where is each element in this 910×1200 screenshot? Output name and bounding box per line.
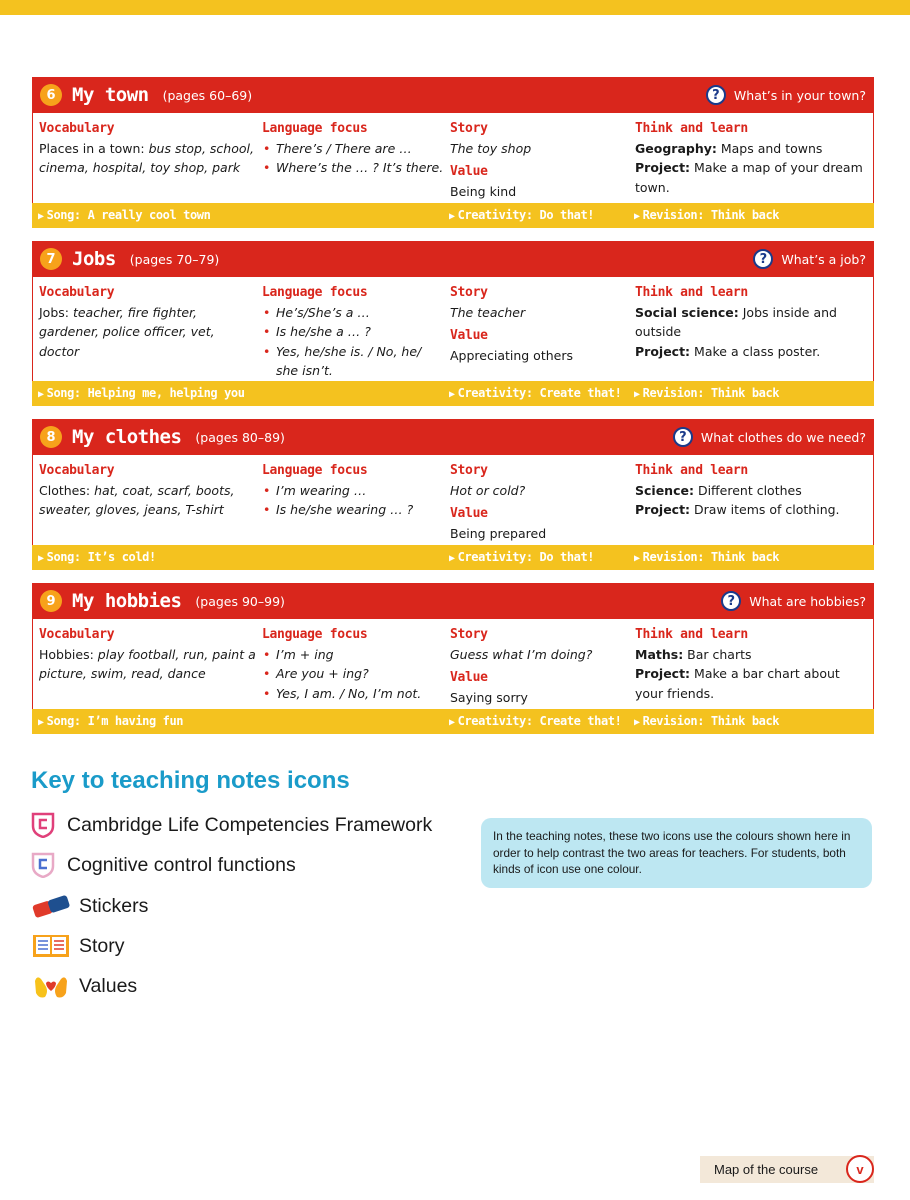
play-arrow-icon: ▶ [634,717,640,728]
story-heading: Story [450,285,488,300]
song-label [38,550,156,564]
project-line [635,342,871,362]
unit-body [32,277,874,381]
play-arrow-icon: ▶ [38,389,44,400]
big-question-text: What are hobbies? [749,593,866,609]
unit-header [32,77,874,113]
key-item-story [31,931,125,961]
language-focus-list [262,303,447,381]
question-icon: ? [753,249,773,269]
value-text: Being kind [450,183,517,199]
language-focus-item: • There’s / There are … [262,139,447,159]
revision-text: Revision: Think back [642,714,780,728]
language-focus-item: • Yes, I am. / No, I’m not. [262,684,447,704]
revision-text: Revision: Think back [642,386,780,400]
revision-text: Revision: Think back [642,208,780,222]
project-line [635,158,871,197]
unit-header [32,419,874,455]
subject-text: Different clothes [693,482,802,498]
vocabulary-items: bus stop, school, cinema, hospital, toy shop, park [39,140,254,175]
unit-number: 8 [40,426,62,448]
song-label [38,386,245,400]
subject-line [635,645,871,665]
big-question [673,427,866,447]
unit-body [32,619,874,709]
story-heading: Story [450,121,488,136]
stickers-icon [31,891,71,921]
vocabulary-heading: Vocabulary [39,627,115,642]
key-item-cognitive [31,852,296,878]
language-focus-item: • Is he/she a … ? [262,322,447,342]
story-title: The teacher [450,304,526,320]
vocabulary-text [39,481,257,520]
creativity-label [449,386,621,400]
think-learn-heading: Think and learn [635,463,748,478]
unit-footer [32,709,874,734]
creativity-text: Creativity: Create that! [457,386,622,400]
unit-pages: (pages 70–79) [129,251,220,267]
vocabulary-heading: Vocabulary [39,121,115,136]
story-column [450,461,630,543]
project-label: Project: [635,160,691,175]
vocabulary-items: play football, run, paint a picture, swim, read, dance [39,646,256,681]
subject-text: Maps and towns [716,140,823,156]
revision-text: Revision: Think back [642,550,780,564]
language-focus-item: • Yes, he/she is. / No, he/ she isn’t. [262,342,447,381]
language-focus-item: • He’s/She’s a … [262,303,447,323]
play-arrow-icon: ▶ [38,211,44,222]
project-label: Project: [635,502,691,517]
key-item-label: Stickers [79,894,149,917]
language-focus-column [262,625,447,703]
creativity-text: Creativity: Create that! [457,714,622,728]
story-heading: Story [450,627,488,642]
revision-label [634,386,779,400]
language-focus-list [262,645,447,704]
project-text: Make a map of your dream town. [635,160,863,195]
unit-footer [32,545,874,570]
big-question-text: What’s in your town? [733,87,866,103]
question-icon: ? [673,427,693,447]
value-text: Appreciating others [450,347,573,363]
subject-label: Science: [635,482,694,498]
vocabulary-heading: Vocabulary [39,285,115,300]
vocabulary-column [39,461,257,520]
key-item-label: Values [79,974,138,997]
unit-footer [32,203,874,228]
language-focus-item: • I’m wearing … [262,481,447,501]
teaching-note-box: In the teaching notes, these two icons use the colours shown here in order to help contrast the two areas for teachers. For students, both kinds of icon use one colour. [481,818,872,888]
play-arrow-icon: ▶ [449,553,455,564]
story-column [450,283,630,365]
values-hands-icon [31,971,71,1001]
project-text: Make a bar chart about your friends. [635,666,840,701]
story-title: Hot or cold? [450,482,526,498]
vocabulary-column [39,625,257,684]
language-focus-item: • Is he/she wearing … ? [262,500,447,520]
language-focus-heading: Language focus [262,627,368,642]
question-icon: ? [706,85,726,105]
vocabulary-text [39,303,257,362]
unit-9 [32,583,874,734]
vocabulary-text [39,139,257,178]
project-label: Project: [635,666,691,681]
creativity-label [449,208,594,222]
language-focus-column [262,119,447,178]
language-focus-item: • I’m + ing [262,645,447,665]
page-number: v [846,1155,874,1183]
unit-6 [32,77,874,228]
vocabulary-items: teacher, fire fighter, gardener, police officer, vet, doctor [39,304,215,359]
key-item-stickers [31,891,148,921]
subject-label: Social science: [635,304,739,320]
project-label: Project: [635,343,691,359]
value-heading: Value [450,164,488,179]
creativity-label [449,550,594,564]
subject-text: Bar charts [683,646,752,662]
play-arrow-icon: ▶ [449,717,455,728]
subject-text: Jobs inside and outside [635,304,837,339]
language-focus-column [262,283,447,381]
question-icon: ? [721,591,741,611]
unit-pages: (pages 90–99) [195,593,285,609]
value-heading: Value [450,506,488,521]
value-text: Saying sorry [450,689,528,705]
key-title: Key to teaching notes icons [31,767,350,794]
play-arrow-icon: ▶ [634,211,640,222]
story-heading: Story [450,463,488,478]
vocabulary-text [39,645,257,684]
unit-title: My hobbies [72,590,182,612]
big-question-text: What clothes do we need? [700,429,866,445]
subject-line [635,303,871,342]
cognitive-control-shield-icon [31,852,55,878]
unit-title: My clothes [72,426,182,448]
unit-number: 6 [40,84,62,106]
story-column [450,119,630,201]
footer-label: Map of the course [714,1162,819,1177]
vocabulary-items: hat, coat, scarf, boots, sweater, gloves, jeans, T-shirt [39,482,235,517]
song-label [38,714,183,728]
unit-title: Jobs [72,248,116,270]
story-title: Guess what I’m doing? [450,646,593,662]
story-book-icon [31,931,71,961]
play-arrow-icon: ▶ [634,389,640,400]
unit-8 [32,419,874,570]
unit-body [32,455,874,545]
vocabulary-column [39,119,257,178]
big-question [753,249,866,269]
play-arrow-icon: ▶ [634,553,640,564]
language-focus-column [262,461,447,520]
unit-title: My town [72,84,149,106]
creativity-text: Creativity: Do that! [457,550,595,564]
unit-header [32,583,874,619]
big-question [721,591,866,611]
think-learn-heading: Think and learn [635,121,748,136]
subject-label: Maths: [635,646,684,662]
language-focus-list [262,481,447,520]
subject-label: Geography: [635,140,717,156]
story-title: The toy shop [450,140,532,156]
play-arrow-icon: ▶ [449,389,455,400]
song-text: Song: A really cool town [46,208,211,222]
key-item-values [31,971,137,1001]
language-focus-heading: Language focus [262,121,368,136]
unit-header [32,241,874,277]
vocabulary-lead: Hobbies: [39,646,98,662]
revision-label [634,550,779,564]
song-text: Song: It’s cold! [46,550,156,564]
project-text: Make a class poster. [690,343,821,359]
big-question-text: What’s a job? [781,251,866,267]
think-learn-column [635,119,871,197]
revision-label [634,714,779,728]
think-learn-heading: Think and learn [635,627,748,642]
value-text: Being prepared [450,525,547,541]
vocabulary-lead: Jobs: [39,304,73,320]
cambridge-competencies-shield-icon [31,812,55,838]
song-label [38,208,210,222]
unit-number: 9 [40,590,62,612]
think-learn-column [635,461,871,520]
unit-number: 7 [40,248,62,270]
page-footer [700,1156,874,1183]
vocabulary-heading: Vocabulary [39,463,115,478]
unit-7 [32,241,874,406]
think-learn-heading: Think and learn [635,285,748,300]
vocabulary-lead: Places in a town: [39,140,149,156]
play-arrow-icon: ▶ [38,717,44,728]
language-focus-item: • Where’s the … ? It’s there. [262,158,447,178]
key-item-label: Cognitive control functions [67,853,296,876]
unit-footer [32,381,874,406]
top-yellow-band [0,0,910,15]
play-arrow-icon: ▶ [38,553,44,564]
key-item-label: Story [79,934,125,957]
value-heading: Value [450,328,488,343]
creativity-label [449,714,621,728]
creativity-text: Creativity: Do that! [457,208,595,222]
vocabulary-lead: Clothes: [39,482,95,498]
language-focus-item: • Are you + ing? [262,664,447,684]
big-question [706,85,866,105]
project-line [635,664,871,703]
think-learn-column [635,625,871,703]
value-heading: Value [450,670,488,685]
key-item-label: Cambridge Life Competencies Framework [67,813,433,836]
project-line [635,500,871,520]
subject-line [635,481,871,501]
key-item-competencies [31,812,432,838]
unit-pages: (pages 80–89) [195,429,285,445]
language-focus-heading: Language focus [262,463,368,478]
language-focus-list [262,139,447,178]
language-focus-heading: Language focus [262,285,368,300]
think-learn-column [635,283,871,361]
play-arrow-icon: ▶ [449,211,455,222]
project-text: Draw items of clothing. [690,502,840,517]
song-text: Song: Helping me, helping you [46,386,245,400]
song-text: Song: I’m having fun [46,714,184,728]
revision-label [634,208,779,222]
unit-body [32,113,874,203]
story-column [450,625,630,707]
unit-pages: (pages 60–69) [162,87,253,103]
vocabulary-column [39,283,257,361]
subject-line [635,139,871,159]
